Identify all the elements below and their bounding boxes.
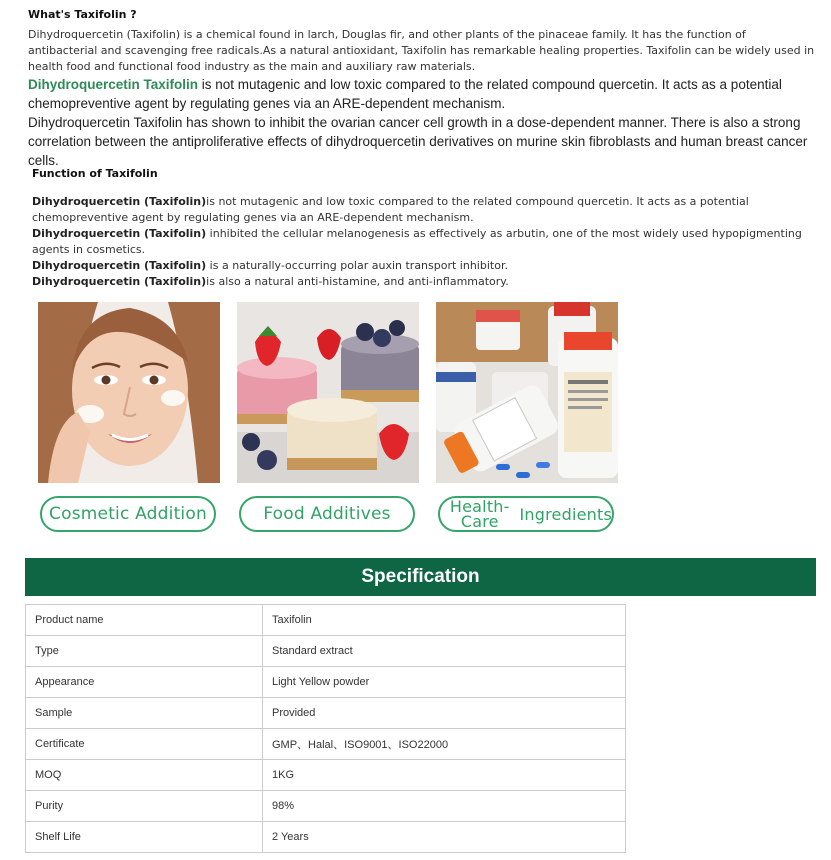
paragraph-3: Dihydroquercetin Taxifolin has shown to inhibit the ovarian cancer cell growth in a dose-dependent manner. There is also a strong correlation between the antiproliferative effects of dihydroquercetin derivatives on murine skin fibroblasts and human breast cancer cells. (28, 115, 808, 168)
spec-key: Type (26, 636, 263, 667)
table-row (26, 605, 626, 636)
badge-line: Ingredients (519, 504, 612, 524)
health-care-ingredients-badge (438, 496, 614, 532)
paragraph-2-rest: is not mutagenic and low toxic compared to the related compound quercetin. It acts as a potential chemopreventive agent by regulating genes via an ARE-dependent mechanism. (28, 77, 782, 111)
function-item-bold: Dihydroquercetin (Taxifolin) (32, 195, 207, 208)
food-image (237, 302, 419, 483)
spec-value: Taxifolin (263, 605, 626, 636)
spec-value: 2 Years (263, 822, 626, 853)
table-row (26, 698, 626, 729)
spec-value: 1KG (263, 760, 626, 791)
paragraph-2 (28, 75, 818, 113)
spec-value: Light Yellow powder (263, 667, 626, 698)
function-item-text: is also a natural anti-histamine, and anti-inflammatory. (206, 275, 509, 288)
table-row (26, 822, 626, 853)
function-item-bold: Dihydroquercetin (Taxifolin) (32, 275, 207, 288)
table-row (26, 729, 626, 760)
function-item-bold: Dihydroquercetin (Taxifolin) (32, 259, 207, 272)
badge-line: Health-Care (449, 497, 510, 531)
highlight-link-text: Dihydroquercetin Taxifolin (28, 77, 199, 92)
specification-banner: Specification (25, 558, 816, 596)
intro-paragraphs-2 (28, 75, 818, 170)
specification-table (25, 604, 626, 853)
spec-value: 98% (263, 791, 626, 822)
function-item-text: is not mutagenic and low toxic compared to the related compound quercetin. It acts as a potential chemopreventive agent by regulating genes via an ARE-dependent mechanism. (32, 195, 749, 224)
function-item-text: is a naturally-occurring polar auxin transport inhibitor. (206, 259, 508, 272)
table-row (26, 667, 626, 698)
spec-key: Shelf Life (26, 822, 263, 853)
function-item (32, 194, 818, 226)
spec-key: Certificate (26, 729, 263, 760)
function-item (32, 274, 818, 290)
spec-value: Provided (263, 698, 626, 729)
spec-key: Product name (26, 605, 263, 636)
what-heading: What's Taxifolin ? (28, 8, 137, 21)
table-row (26, 760, 626, 791)
spec-value: Standard extract (263, 636, 626, 667)
function-item (32, 226, 818, 258)
function-list (32, 194, 818, 290)
function-heading: Function of Taxifolin (32, 167, 158, 180)
spec-key: MOQ (26, 760, 263, 791)
spec-value: GMP、Halal、ISO9001、ISO22000 (263, 729, 626, 760)
supplements-image (436, 302, 618, 483)
spec-key: Sample (26, 698, 263, 729)
food-additives-badge: Food Additives (239, 496, 415, 532)
intro-paragraph: Dihydroquercetin (Taxifolin) is a chemical found in larch, Douglas fir, and other plants of the pinaceae family. It has the function of antibacterial and scavenging free radicals.As a natural antioxidant, Taxifolin has remarkable healing properties. Taxifolin can be widely used in health food and functional food industry as the main and auxiliary raw materials. (28, 28, 815, 73)
spec-key: Purity (26, 791, 263, 822)
cosmetic-image (38, 302, 220, 483)
cosmetic-addition-badge: Cosmetic Addition (40, 496, 216, 532)
spec-key: Appearance (26, 667, 263, 698)
function-item-bold: Dihydroquercetin (Taxifolin) (32, 227, 207, 240)
function-item-text: inhibited the cellular melanogenesis as effectively as arbutin, one of the most widely used hypopigmenting agents in cosmetics. (32, 227, 802, 256)
table-row (26, 636, 626, 667)
function-item (32, 258, 818, 274)
table-row (26, 791, 626, 822)
